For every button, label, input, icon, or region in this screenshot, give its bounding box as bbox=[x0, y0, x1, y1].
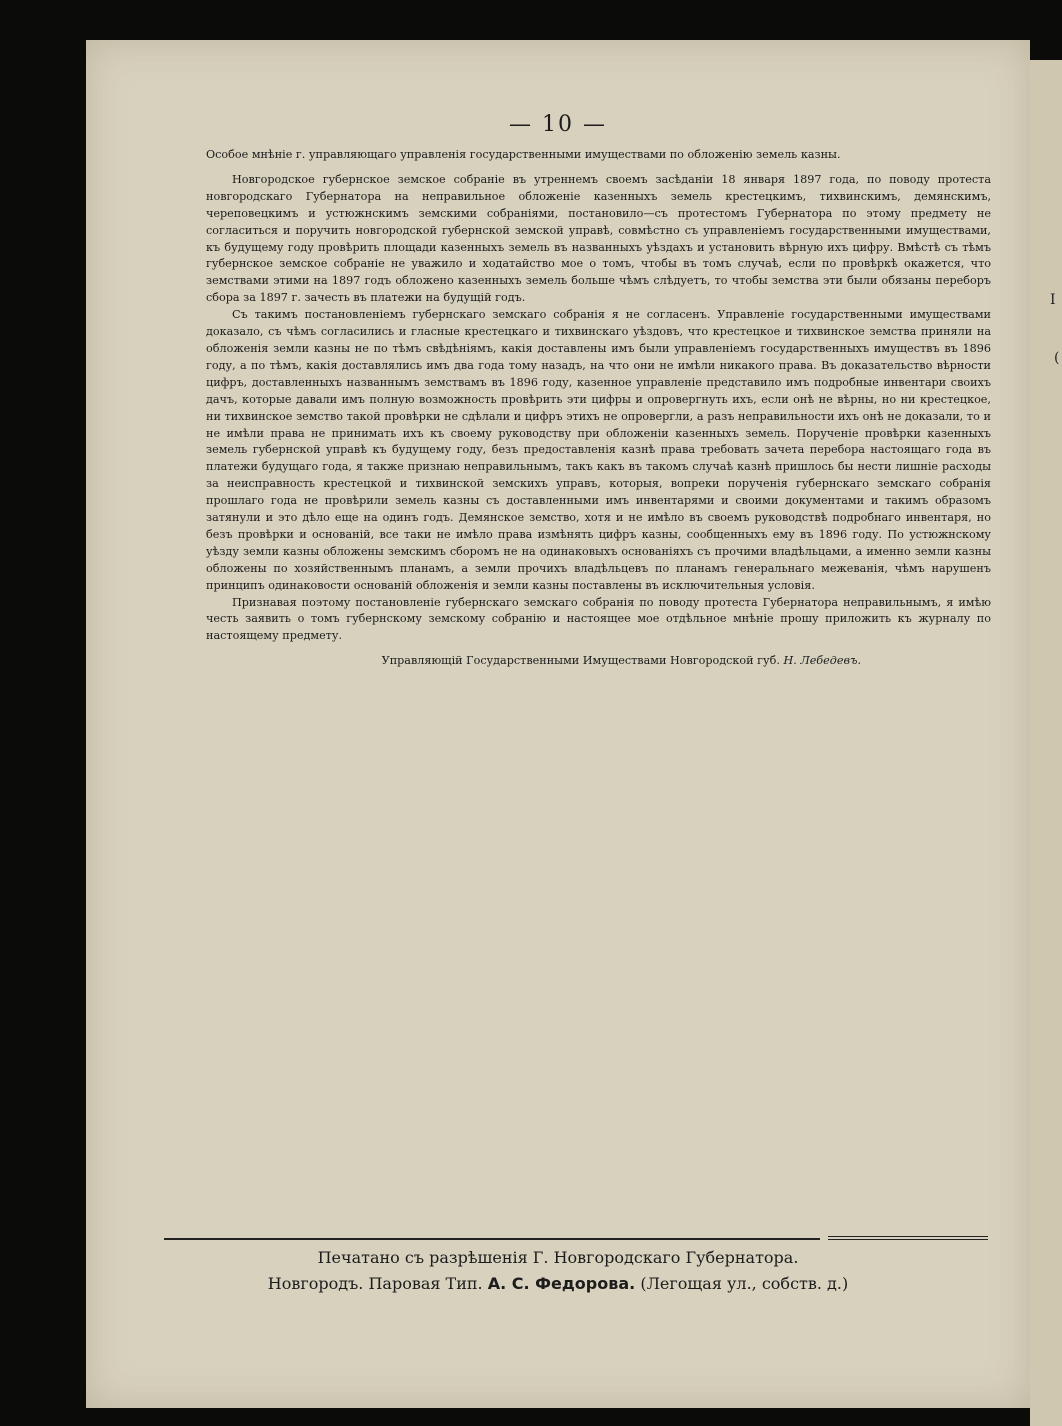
paragraph-2: Съ такимъ постановленіемъ губернскаго земскаго собранія я не согласенъ. Управленіе государственными имуществами доказало, съ чѣмъ согласились и гласные крестецкаго и тихвинскаго уѣздовъ, что крестецкое и тихвинское земства приняли на обложенія земли казны не по тѣмъ свѣдѣніямъ, какія доставлены имъ были управленіемъ государственныхъ имуществъ въ 1896 году, а по тѣмъ, какія доставлялись имъ два года тому назадъ, на что они не имѣли никакого права. Въ доказательство вѣрности цифръ, доставленныхъ названнымъ земствамъ въ 1896 году, казенное управленіе представило имъ подробные инвентари своихъ дачъ, которые давали имъ полную возможность провѣрить эти цифры и опровергнуть ихъ, если онѣ не вѣрны, но ни крестецкое, ни тихвинское земство такой провѣрки не сдѣлали и цифръ этихъ не опровергли, а разъ неправильности ихъ онѣ не доказали, то и не имѣли права не принимать ихъ къ своему руководству при обложеніи казенныхъ земель. Порученіе провѣрки казенныхъ земель губернской управѣ къ будущему году, безъ предоставленія казнѣ права требовать зачета перебора настоящаго года въ платежи будущаго года, я также признаю неправильнымъ, такъ какъ въ такомъ случаѣ казнѣ пришлось бы нести лишніе расходы за неисправность крестецкой и тихвинской земскихъ управъ, которыя, вопреки порученія губернскаго земскаго собранія прошлаго года не провѣрили земель казны съ доставленными имъ инвентарями и своими документами и такимъ образомъ затянули и это дѣло еще на одинъ годъ. Демянское земство, хотя и не имѣло въ своемъ руководствѣ подробнаго инвентаря, но безъ провѣрки и основаній, все таки не имѣло права измѣнять цифръ казны, сообщенныхъ ему въ 1896 году. По устюжнскому уѣзду земли казны обложены земскимъ сборомъ не на одинаковыхъ основаніяхъ съ прочими владѣльцами, а именно земли казны обложены по хозяйственнымъ планамъ, а земли прочихъ владѣльцевъ по планамъ генеральнаго межеванія, чѣмъ нарушенъ принципъ одинаковости основаній обложенія и земли казны поставлены въ исключительныя условія. bbox=[206, 308, 991, 592]
document-heading: Особое мнѣніе г. управляющаго управленія государственными имуществами по обложенію земель казны. bbox=[206, 148, 841, 161]
next-page-edge bbox=[1030, 60, 1062, 1426]
body-text bbox=[206, 147, 991, 670]
paragraph-1: Новгородское губернское земское собраніе въ утреннемъ своемъ засѣданіи 18 января 1897 года, по поводу протеста новгородскаго Губернатора на неправильное обложеніе казенныхъ земель крестецкимъ, тихвинскимъ, демянскимъ, череповецкимъ и устюжнскимъ земскими собраніями, постановило—съ протестомъ Губернатора по этому предмету не согласиться и поручить новгородской губернской земской управѣ, совмѣстно съ управленіемъ государственными имуществами, къ будущему году провѣрить площади казенныхъ земель въ названныхъ уѣздахъ и установить вѣрную ихъ цифру. Вмѣстѣ съ тѣмъ губернское земское собраніе не уважило и ходатайство мое о томъ, чтобы въ томъ случаѣ, если по провѣркѣ окажется, что земствами этими на 1897 годъ обложено казенныхъ земель больше чѣмъ слѣдуетъ, то чтобы земства эти были обязаны переборъ сбора за 1897 г. зачесть въ платежи на будущій годъ. bbox=[206, 172, 991, 305]
signature-name: Н. Лебедевъ. bbox=[783, 654, 861, 668]
imprint-permission: Печатано съ разрѣшенія Г. Новгородскаго Губернатора. bbox=[317, 1248, 799, 1267]
imprint-printer bbox=[86, 1274, 1030, 1293]
signature bbox=[206, 653, 991, 670]
imprint-printer-name: А. С. Федорова. bbox=[487, 1274, 636, 1293]
document-page bbox=[86, 40, 1030, 1408]
footer-rule bbox=[164, 1238, 820, 1240]
imprint-city: Новгородъ. Паровая Тип. bbox=[267, 1274, 483, 1293]
footer-double-rule bbox=[828, 1236, 988, 1240]
imprint-address: (Легощая ул., собств. д.) bbox=[640, 1274, 849, 1293]
paragraph-3: Признавая поэтому постановленіе губернскаго земскаго собранія по поводу протеста Губернатора неправильнымъ, я имѣю честь заявить о томъ губернскому земскому собранію и настоящее мое отдѣльное мнѣніе прошу приложить къ журналу по настоящему предмету. bbox=[206, 595, 991, 643]
edge-mark: I bbox=[1050, 292, 1056, 308]
signature-title: Управляющій Государственными Имуществами Новгородской губ. bbox=[381, 654, 780, 668]
page-number: — 10 — bbox=[509, 112, 607, 137]
edge-mark: ( bbox=[1054, 350, 1060, 366]
